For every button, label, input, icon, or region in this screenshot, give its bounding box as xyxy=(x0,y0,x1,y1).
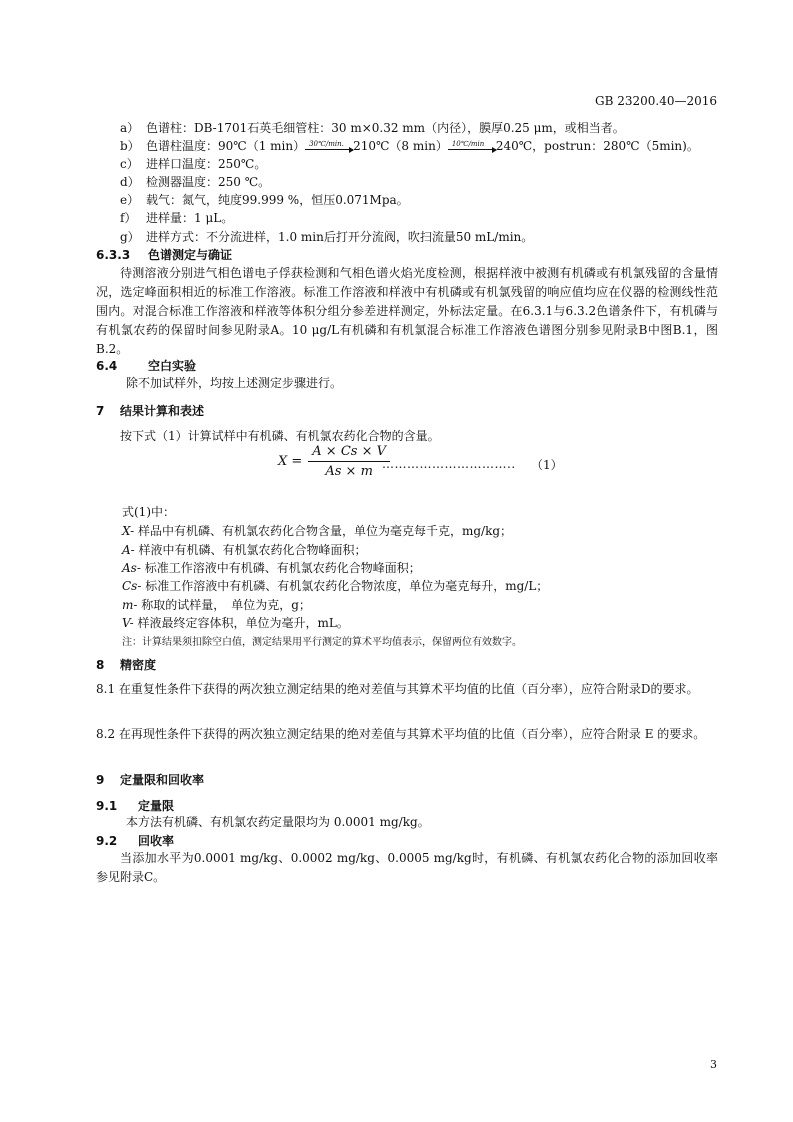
section-6-3-3-body: 待测溶液分别进气相色谱电子俘获检测和气相色谱火焰光度检测，根据样液中被测有机磷或有机氯残留的含量情况，选定峰面积相近的标准工作溶液。标准工作溶液和样液中有机磷或有机氯残留的响应值均应在仪器的检测线性范围内。对混合标准工作溶液和样液等体积分组分参差进样测定，外标法定量。在6.3.1与6.3.2色谱条件下，有机磷与有机氯农药的保留时间参见附录A。10 μg/L有机磷和有机氯混合标准工作溶液色谱图分别参见附录B中图B.1，图B.2。 xyxy=(96,266,718,356)
condition-b: b） 色谱柱温度：90℃（1 min） 30℃/min. 210℃（8 min） 10℃/min 240℃，postrun：280℃（5min)。 xyxy=(120,139,699,153)
variable-definition: Cs- 标准工作溶液中有机磷、有机氯农药化合物浓度，单位为毫克每升，mg/L； xyxy=(122,579,549,593)
variable-definition: As- 标准工作溶液中有机磷、有机氯农药化合物峰面积； xyxy=(122,561,421,575)
formula-where: 式(1)中： xyxy=(122,505,175,519)
standard-number: GB 23200.40—2016 xyxy=(594,94,717,108)
condition-a: a） 色谱柱：DB-1701石英毛细管柱：30 m×0.32 mm（内径），膜厚0.25 μm，或相当者。 xyxy=(120,121,625,135)
condition-f: f） 进样量：1 μL。 xyxy=(120,211,234,225)
variable-definition: m- 称取的试样量， 单位为克，g； xyxy=(122,598,311,612)
section-9-1-heading: 9.1 定量限 xyxy=(96,799,175,813)
section-9-heading: 9 定量限和回收率 xyxy=(96,773,205,787)
section-8-heading: 8 精密度 xyxy=(96,658,157,672)
section-6-3-3-heading: 6.3.3 色谱测定与确证 xyxy=(96,248,233,262)
formula-leader-dots: ………………………….. xyxy=(382,457,516,471)
page-number: 3 xyxy=(710,1058,717,1071)
variable-definition: A- 样液中有机磷、有机氯农药化合物峰面积； xyxy=(122,543,367,557)
section-9-2-body: 当添加水平为0.0001 mg/kg、0.0002 mg/kg、0.0005 mg/kg时，有机磷、有机氯农药化合物的添加回收率参见附录C。 xyxy=(96,851,718,884)
calculation-note: 注：计算结果须扣除空白值，测定结果用平行测定的算术平均值表示，保留两位有效数字。 xyxy=(122,637,522,648)
temperature-ramp-arrow: 10℃/min xyxy=(448,140,496,154)
temperature-ramp-arrow: 30℃/min. xyxy=(305,140,353,154)
section-9-1-body: 本方法有机磷、有机氯农药定量限均为 0.0001 mg/kg。 xyxy=(126,815,430,829)
section-7-heading: 7 结果计算和表述 xyxy=(96,404,205,418)
condition-d: d） 检测器温度：250 ℃。 xyxy=(120,175,271,189)
formula-1: X = $\frac{A \times Cs \times V}{As \times m}$ xyxy=(278,444,390,479)
variable-definition: X- 样品中有机磷、有机氯农药化合物含量，单位为毫克每千克，mg/kg； xyxy=(122,524,513,538)
condition-e: e） 载气：氮气，纯度99.999 %，恒压0.071Mpa。 xyxy=(120,193,409,207)
condition-g: g） 进样方式：不分流进样，1.0 min后打开分流阀，吹扫流量50 mL/min。 xyxy=(120,230,534,244)
variable-definition: V- 样液最终定容体积，单位为毫升，mL。 xyxy=(122,616,349,630)
section-8-1: 8.1 在重复性条件下获得的两次独立测定结果的绝对差值与其算术平均值的比值（百分率），应符合附录D的要求。 xyxy=(96,682,699,696)
section-9-2-heading: 9.2 回收率 xyxy=(96,834,175,848)
section-6-4-heading: 6.4 空白实验 xyxy=(96,359,197,373)
formula-intro: 按下式（1）计算试样中有机磷、有机氯农药化合物的含量。 xyxy=(120,429,440,443)
condition-c: c） 进样口温度：250℃。 xyxy=(120,157,267,171)
formula-fraction: $\frac{A \times Cs \times V}{As \times m}$ xyxy=(308,444,390,479)
section-8-2: 8.2 在再现性条件下获得的两次独立测定结果的绝对差值与其算术平均值的比值（百分率），应符合附录 E 的要求。 xyxy=(96,727,706,741)
section-6-4-body: 除不加试样外，均按上述测定步骤进行。 xyxy=(126,376,343,390)
equation-number: （1） xyxy=(531,458,563,472)
